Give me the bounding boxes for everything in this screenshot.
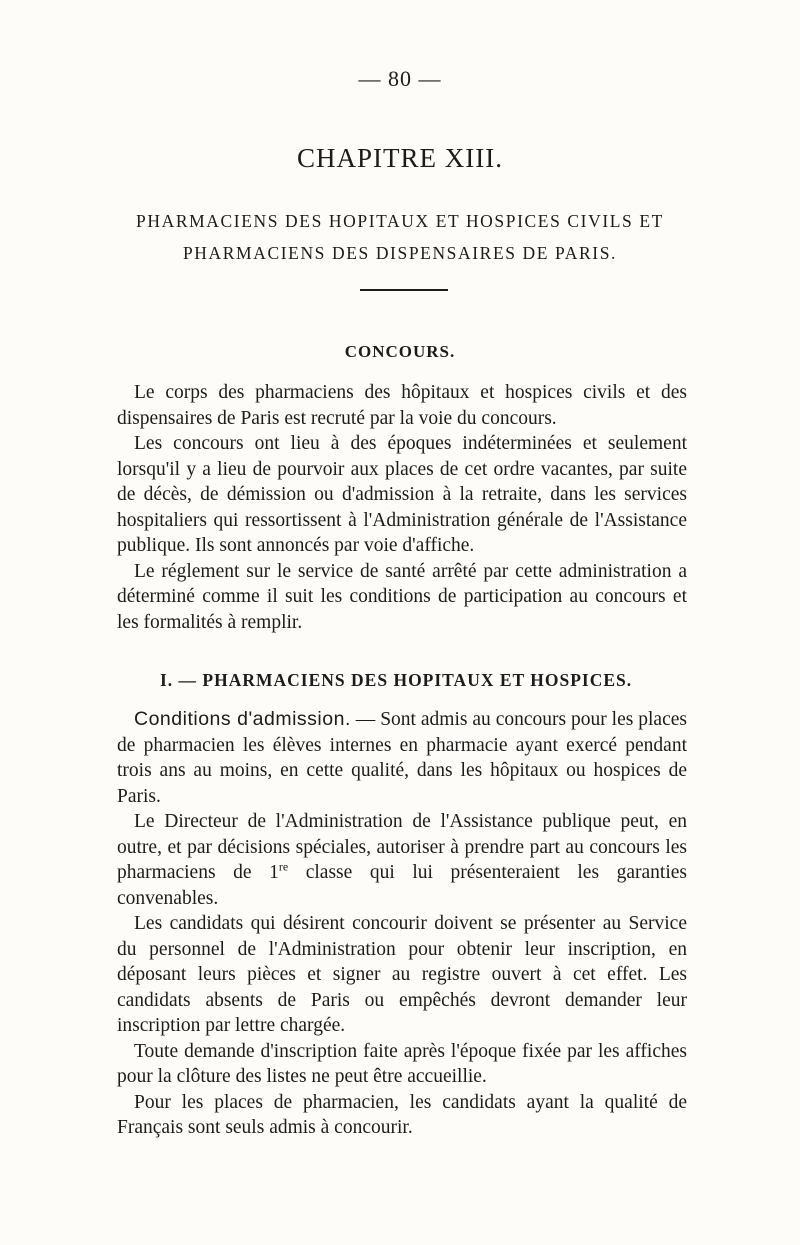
chapter-subtitle-line-2: PHARMACIENS DES DISPENSAIRES DE PARIS. [182,243,618,263]
page-number: — 80 — [358,66,442,91]
paragraph: Le réglement sur le service de santé arrêté par cette administration a déterminé comme il suit les conditions de participation au concours et les formalités à remplir. [117,560,687,633]
ordinal-suffix: re [278,859,289,874]
ordinal-number: 1 [269,862,279,883]
chapter-subtitle-line-1: PHARMACIENS DES HOPITAUX ET HOSPICES CIVILS ET [136,211,664,231]
paragraph: Le corps des pharmaciens des hôpitaux et hospices civils et des dispensaires de Paris est recruté par la voie du concours. [117,382,687,429]
paragraph [117,707,687,809]
paragraph-text: — Sont admis au concours pour les places de pharmacien les élèves internes en pharmacie ayant exercé pendant trois ans au moins, en cette qualité, dans les hôpitaux ou hospices de Paris. [117,709,687,807]
concours-body [117,380,687,635]
paragraph: Les concours ont lieu à des époques indéterminées et seulement lorsqu'il y a lieu de pourvoir aux places de cet ordre vacantes, par suite de décès, de démission ou d'admission à la retraite, dans les services hospitaliers qui ressortissent à l'Administration générale de l'Assistance publique. Ils sont annoncés par voie d'affiche. [117,433,687,556]
section-divider [360,289,448,291]
run-in-heading: Conditions d'admission. [134,708,351,730]
admission-body [117,707,687,1141]
paragraph: Toute demande d'inscription faite après l'époque fixée par les affiches pour la clôture des listes ne peut être accueillie. [117,1040,687,1087]
paragraph [117,809,687,911]
paragraph: Les candidats qui désirent concourir doivent se présenter au Service du personnel de l'Administration pour obtenir leur inscription, en déposant leurs pièces et signer au registre ouvert à cet effet. Les candidats absents de Paris ou empêchés devront demander leur inscription par lettre chargée. [117,913,687,1036]
chapter-subtitle [0,205,800,269]
paragraph-text: Le Directeur de l'Administration de l'Assistance publique peut, en outre, et par décisions spéciales, autoriser à prendre part au concours les pharmaciens de [117,811,687,883]
chapter-title: CHAPITRE XIII. [297,143,503,173]
paragraph-text: classe qui lui présenteraient les garanties convenables. [117,862,687,909]
subsection-heading: I. — PHARMACIENS DES HOPITAUX ET HOSPICES. [160,670,633,690]
paragraph: Pour les places de pharmacien, les candidats ayant la qualité de Français sont seuls admis à concourir. [117,1091,687,1138]
section-heading: CONCOURS. [344,342,456,361]
